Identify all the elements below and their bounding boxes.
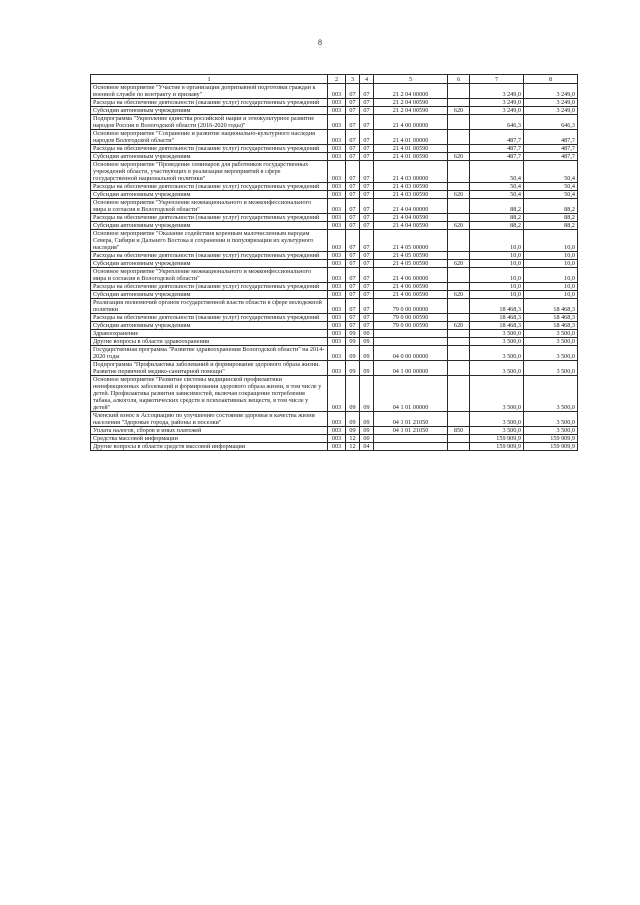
row-amount-1-cell: 88,2 (470, 222, 524, 230)
row-name-cell: Субсидии автономным учреждениям (91, 107, 328, 115)
row-csr-cell: 21 4 06 00000 (374, 268, 448, 283)
row-ved-cell: 003 (328, 191, 346, 199)
row-vr-cell (448, 435, 470, 443)
row-pr-cell: 07 (360, 314, 374, 322)
table-row (91, 183, 578, 191)
header-col-5: 5 (374, 75, 448, 84)
row-vr-cell (448, 161, 470, 183)
row-vr-cell: 620 (448, 191, 470, 199)
row-ved-cell: 003 (328, 115, 346, 130)
row-csr-cell: 21 2 04 00590 (374, 99, 448, 107)
table-row (91, 153, 578, 161)
row-name-cell: Членский взнос в Ассоциацию по улучшению состояния здоровья и качества жизни населения "Здоровые города, районы и поселки" (91, 412, 328, 427)
row-pr-cell: 09 (360, 346, 374, 361)
table-row (91, 346, 578, 361)
row-name-cell: Другие вопросы в области здравоохранения (91, 338, 328, 346)
row-vr-cell (448, 268, 470, 283)
row-vr-cell (448, 183, 470, 191)
row-name-cell: Субсидии автономным учреждениям (91, 322, 328, 330)
table-row (91, 222, 578, 230)
row-vr-cell: 620 (448, 322, 470, 330)
row-name-cell: Расходы на обеспечение деятельности (оказание услуг) государственных учреждений (91, 214, 328, 222)
row-name-cell: Расходы на обеспечение деятельности (оказание услуг) государственных учреждений (91, 252, 328, 260)
row-vr-cell: 620 (448, 260, 470, 268)
table-row (91, 161, 578, 183)
row-ved-cell: 003 (328, 346, 346, 361)
row-amount-2-cell: 646,3 (524, 115, 578, 130)
row-pr-cell: 07 (360, 99, 374, 107)
row-name-cell: Субсидии автономным учреждениям (91, 291, 328, 299)
row-amount-2-cell: 3 500,0 (524, 427, 578, 435)
row-amount-2-cell: 487,7 (524, 145, 578, 153)
row-csr-cell: 21 4 03 00590 (374, 183, 448, 191)
row-amount-1-cell: 487,7 (470, 153, 524, 161)
row-ved-cell: 003 (328, 252, 346, 260)
table-row (91, 191, 578, 199)
row-vr-cell: 620 (448, 153, 470, 161)
row-ved-cell: 003 (328, 299, 346, 314)
row-pr-cell: 07 (360, 107, 374, 115)
row-amount-2-cell: 487,7 (524, 153, 578, 161)
row-rz-cell: 07 (346, 107, 360, 115)
row-pr-cell: 07 (360, 222, 374, 230)
row-amount-1-cell: 50,4 (470, 161, 524, 183)
row-name-cell: Субсидии автономным учреждениям (91, 153, 328, 161)
row-amount-2-cell: 10,0 (524, 230, 578, 252)
row-ved-cell: 003 (328, 443, 346, 451)
row-amount-1-cell: 10,0 (470, 283, 524, 291)
row-amount-2-cell: 3 249,0 (524, 107, 578, 115)
row-pr-cell: 07 (360, 283, 374, 291)
row-amount-1-cell: 3 249,0 (470, 84, 524, 99)
row-ved-cell: 003 (328, 427, 346, 435)
table-row (91, 338, 578, 346)
row-rz-cell: 07 (346, 84, 360, 99)
row-vr-cell (448, 199, 470, 214)
row-csr-cell: 79 0 00 00000 (374, 299, 448, 314)
row-csr-cell: 21 4 05 00590 (374, 252, 448, 260)
row-csr-cell: 21 4 06 00590 (374, 283, 448, 291)
row-ved-cell: 003 (328, 153, 346, 161)
row-amount-2-cell: 10,0 (524, 291, 578, 299)
row-amount-1-cell: 159 909,9 (470, 435, 524, 443)
row-rz-cell: 07 (346, 199, 360, 214)
table-row (91, 435, 578, 443)
header-col-2: 2 (328, 75, 346, 84)
row-amount-2-cell: 487,7 (524, 130, 578, 145)
row-amount-2-cell: 3 249,0 (524, 84, 578, 99)
row-amount-1-cell: 646,3 (470, 115, 524, 130)
row-vr-cell (448, 330, 470, 338)
header-col-1: 1 (91, 75, 328, 84)
row-rz-cell: 07 (346, 252, 360, 260)
table-row (91, 115, 578, 130)
row-csr-cell: 79 0 00 00590 (374, 314, 448, 322)
table-row (91, 145, 578, 153)
row-rz-cell: 07 (346, 145, 360, 153)
row-name-cell: Основное мероприятие "Укрепление межнационального и межконфессионального мира и согласия в Вологодской области" (91, 199, 328, 214)
row-pr-cell: 07 (360, 145, 374, 153)
row-vr-cell: 850 (448, 427, 470, 435)
table-row (91, 268, 578, 283)
row-rz-cell: 09 (346, 346, 360, 361)
row-amount-2-cell: 10,0 (524, 260, 578, 268)
row-vr-cell: 620 (448, 107, 470, 115)
row-ved-cell: 003 (328, 268, 346, 283)
row-csr-cell: 79 0 00 00590 (374, 322, 448, 330)
row-amount-2-cell: 10,0 (524, 283, 578, 291)
table-row (91, 84, 578, 99)
row-amount-2-cell: 3 500,0 (524, 330, 578, 338)
header-col-6: 6 (448, 75, 470, 84)
row-csr-cell: 21 4 00 00000 (374, 115, 448, 130)
row-amount-2-cell: 10,0 (524, 252, 578, 260)
row-amount-1-cell: 3 249,0 (470, 99, 524, 107)
row-amount-1-cell: 3 500,0 (470, 330, 524, 338)
row-pr-cell: 07 (360, 199, 374, 214)
row-amount-1-cell: 18 468,3 (470, 299, 524, 314)
row-amount-1-cell: 50,4 (470, 191, 524, 199)
row-vr-cell: 620 (448, 222, 470, 230)
row-name-cell: Субсидии автономным учреждениям (91, 222, 328, 230)
page-number: 8 (318, 38, 322, 47)
row-ved-cell: 003 (328, 107, 346, 115)
row-amount-1-cell: 3 500,0 (470, 338, 524, 346)
row-pr-cell: 00 (360, 330, 374, 338)
table-row (91, 314, 578, 322)
row-rz-cell: 07 (346, 314, 360, 322)
row-vr-cell (448, 145, 470, 153)
row-rz-cell: 07 (346, 130, 360, 145)
row-amount-1-cell: 3 500,0 (470, 376, 524, 412)
row-amount-1-cell: 88,2 (470, 214, 524, 222)
row-pr-cell: 07 (360, 252, 374, 260)
header-row (91, 75, 578, 84)
row-pr-cell: 07 (360, 322, 374, 330)
row-rz-cell: 07 (346, 299, 360, 314)
row-csr-cell: 21 2 04 00590 (374, 107, 448, 115)
row-rz-cell: 07 (346, 322, 360, 330)
row-amount-1-cell: 3 500,0 (470, 412, 524, 427)
row-amount-1-cell: 3 500,0 (470, 346, 524, 361)
row-pr-cell: 07 (360, 299, 374, 314)
row-name-cell: Основное мероприятие "Укрепление межнационального и межконфессионального мира и согласия в Вологодской области" (91, 268, 328, 283)
row-amount-2-cell: 18 468,3 (524, 314, 578, 322)
row-amount-1-cell: 10,0 (470, 291, 524, 299)
row-pr-cell: 09 (360, 412, 374, 427)
row-csr-cell: 21 4 01 00590 (374, 153, 448, 161)
row-rz-cell: 07 (346, 183, 360, 191)
row-name-cell: Субсидии автономным учреждениям (91, 260, 328, 268)
row-csr-cell (374, 330, 448, 338)
row-rz-cell: 09 (346, 427, 360, 435)
row-name-cell: Реализация полномочий органов государственной власти области в сфере молодежной политики (91, 299, 328, 314)
row-amount-1-cell: 10,0 (470, 260, 524, 268)
row-rz-cell: 12 (346, 435, 360, 443)
row-rz-cell: 09 (346, 376, 360, 412)
row-vr-cell (448, 84, 470, 99)
row-vr-cell (448, 283, 470, 291)
table-row (91, 230, 578, 252)
row-amount-2-cell: 3 500,0 (524, 376, 578, 412)
row-ved-cell: 003 (328, 330, 346, 338)
row-csr-cell: 21 4 06 00590 (374, 291, 448, 299)
row-rz-cell: 07 (346, 291, 360, 299)
row-amount-1-cell: 3 249,0 (470, 107, 524, 115)
row-vr-cell (448, 230, 470, 252)
row-ved-cell: 003 (328, 291, 346, 299)
row-amount-1-cell: 18 468,3 (470, 322, 524, 330)
row-pr-cell: 07 (360, 230, 374, 252)
row-ved-cell: 003 (328, 130, 346, 145)
row-rz-cell: 07 (346, 268, 360, 283)
row-amount-2-cell: 10,0 (524, 268, 578, 283)
row-pr-cell: 07 (360, 84, 374, 99)
row-ved-cell: 003 (328, 338, 346, 346)
row-rz-cell: 09 (346, 338, 360, 346)
row-csr-cell: 21 4 05 00590 (374, 260, 448, 268)
row-amount-2-cell: 159 909,9 (524, 443, 578, 451)
table-row (91, 330, 578, 338)
row-vr-cell (448, 314, 470, 322)
row-rz-cell: 07 (346, 283, 360, 291)
row-vr-cell: 620 (448, 291, 470, 299)
row-amount-2-cell: 18 468,3 (524, 322, 578, 330)
row-name-cell: Основное мероприятие "Участие в организации допризывной подготовки граждан к военной службе по контракту и призыву" (91, 84, 328, 99)
row-name-cell: Другие вопросы в области средств массовой информации (91, 443, 328, 451)
header-col-3: 3 (346, 75, 360, 84)
row-pr-cell: 09 (360, 361, 374, 376)
row-csr-cell: 04 0 00 00000 (374, 346, 448, 361)
row-rz-cell: 07 (346, 230, 360, 252)
row-amount-1-cell: 10,0 (470, 252, 524, 260)
row-amount-2-cell: 3 249,0 (524, 99, 578, 107)
row-rz-cell: 07 (346, 214, 360, 222)
row-amount-1-cell: 50,4 (470, 183, 524, 191)
row-amount-2-cell: 3 500,0 (524, 361, 578, 376)
row-ved-cell: 003 (328, 376, 346, 412)
row-name-cell: Подпрограмма "Укрепление единства российской нации и этнокультурное развитие народов России в Вологодской области (2016-2020 годы)" (91, 115, 328, 130)
table-row (91, 283, 578, 291)
row-pr-cell: 07 (360, 161, 374, 183)
table-row (91, 130, 578, 145)
table-row (91, 412, 578, 427)
header-col-7: 7 (470, 75, 524, 84)
row-ved-cell: 003 (328, 222, 346, 230)
row-rz-cell: 07 (346, 222, 360, 230)
row-amount-2-cell: 50,4 (524, 191, 578, 199)
table-row (91, 214, 578, 222)
row-amount-1-cell: 10,0 (470, 230, 524, 252)
row-pr-cell: 07 (360, 291, 374, 299)
row-vr-cell (448, 346, 470, 361)
row-amount-2-cell: 18 468,3 (524, 299, 578, 314)
row-pr-cell: 07 (360, 191, 374, 199)
row-amount-1-cell: 3 500,0 (470, 427, 524, 435)
row-amount-2-cell: 88,2 (524, 222, 578, 230)
table-row (91, 322, 578, 330)
row-rz-cell: 09 (346, 412, 360, 427)
row-csr-cell: 21 4 03 00000 (374, 161, 448, 183)
row-amount-2-cell: 159 909,9 (524, 435, 578, 443)
row-name-cell: Расходы на обеспечение деятельности (оказание услуг) государственных учреждений (91, 283, 328, 291)
row-name-cell: Средства массовой информации (91, 435, 328, 443)
row-rz-cell: 07 (346, 161, 360, 183)
row-pr-cell: 07 (360, 153, 374, 161)
row-vr-cell (448, 361, 470, 376)
row-rz-cell: 07 (346, 191, 360, 199)
row-pr-cell: 09 (360, 376, 374, 412)
row-ved-cell: 003 (328, 283, 346, 291)
row-vr-cell (448, 299, 470, 314)
table-row (91, 99, 578, 107)
row-name-cell: Здравоохранение (91, 330, 328, 338)
table-row (91, 252, 578, 260)
row-ved-cell: 003 (328, 314, 346, 322)
row-csr-cell (374, 443, 448, 451)
row-csr-cell: 21 4 04 00000 (374, 199, 448, 214)
row-ved-cell: 003 (328, 183, 346, 191)
table-row (91, 291, 578, 299)
header-col-4: 4 (360, 75, 374, 84)
row-name-cell: Государственная программа "Развитие здравоохранения Вологодской области" на 2014-2020 годы (91, 346, 328, 361)
row-csr-cell: 04 1 00 00000 (374, 361, 448, 376)
row-pr-cell: 00 (360, 435, 374, 443)
row-name-cell: Основное мероприятие "Развитие системы медицинской профилактики неинфекционных заболеваний и формирования здорового образа жизни, в том числе у детей. Профилактика развития зависимостей, включая сокращение потребления табака, алкоголя, наркотических средств и психоактивных веществ, в том числе у детей" (91, 376, 328, 412)
row-pr-cell: 09 (360, 427, 374, 435)
row-vr-cell (448, 130, 470, 145)
row-ved-cell: 003 (328, 99, 346, 107)
row-vr-cell (448, 99, 470, 107)
row-csr-cell: 21 4 04 00590 (374, 214, 448, 222)
row-pr-cell: 04 (360, 443, 374, 451)
table-row (91, 199, 578, 214)
row-amount-1-cell: 18 468,3 (470, 314, 524, 322)
row-csr-cell (374, 435, 448, 443)
row-pr-cell: 07 (360, 115, 374, 130)
row-amount-1-cell: 88,2 (470, 199, 524, 214)
row-pr-cell: 09 (360, 338, 374, 346)
row-amount-2-cell: 3 500,0 (524, 412, 578, 427)
row-ved-cell: 003 (328, 412, 346, 427)
row-ved-cell: 003 (328, 84, 346, 99)
table-row (91, 260, 578, 268)
row-ved-cell: 003 (328, 361, 346, 376)
table-body (91, 84, 578, 451)
row-amount-2-cell: 3 500,0 (524, 346, 578, 361)
row-ved-cell: 003 (328, 230, 346, 252)
row-vr-cell (448, 443, 470, 451)
row-rz-cell: 07 (346, 153, 360, 161)
table-row (91, 443, 578, 451)
row-name-cell: Основное мероприятие "Проведение семинаров для работников государственных учреждений области, участвующих в реализации мероприятий в сфере государственной национальной политики" (91, 161, 328, 183)
row-amount-1-cell: 487,7 (470, 130, 524, 145)
row-amount-2-cell: 88,2 (524, 199, 578, 214)
row-vr-cell (448, 115, 470, 130)
row-rz-cell: 07 (346, 115, 360, 130)
row-rz-cell: 09 (346, 330, 360, 338)
row-amount-1-cell: 159 909,9 (470, 443, 524, 451)
row-rz-cell: 12 (346, 443, 360, 451)
row-vr-cell (448, 376, 470, 412)
row-vr-cell (448, 412, 470, 427)
row-amount-2-cell: 3 500,0 (524, 338, 578, 346)
row-name-cell: Расходы на обеспечение деятельности (оказание услуг) государственных учреждений (91, 314, 328, 322)
row-ved-cell: 003 (328, 214, 346, 222)
row-amount-2-cell: 88,2 (524, 214, 578, 222)
row-csr-cell: 21 2 04 00000 (374, 84, 448, 99)
row-rz-cell: 09 (346, 361, 360, 376)
table-row (91, 107, 578, 115)
row-name-cell: Расходы на обеспечение деятельности (оказание услуг) государственных учреждений (91, 183, 328, 191)
row-name-cell: Основное мероприятие "Оказание содействия коренным малочисленным народам Севера, Сибири и Дальнего Востока в сохранении и популяризации их культурного наследия" (91, 230, 328, 252)
row-name-cell: Субсидии автономным учреждениям (91, 191, 328, 199)
row-name-cell: Основное мероприятие "Сохранение и развитие национально-культурного наследия народов Вологодской области" (91, 130, 328, 145)
row-csr-cell: 21 4 01 00000 (374, 130, 448, 145)
row-vr-cell (448, 252, 470, 260)
row-name-cell: Уплата налогов, сборов и иных платежей (91, 427, 328, 435)
row-pr-cell: 07 (360, 130, 374, 145)
budget-table (90, 74, 578, 451)
header-col-8: 8 (524, 75, 578, 84)
row-csr-cell: 04 1 01 21050 (374, 427, 448, 435)
row-ved-cell: 003 (328, 435, 346, 443)
row-csr-cell: 21 4 01 00590 (374, 145, 448, 153)
row-ved-cell: 003 (328, 322, 346, 330)
row-csr-cell: 21 4 05 00000 (374, 230, 448, 252)
row-csr-cell: 04 1 01 21050 (374, 412, 448, 427)
row-name-cell: Расходы на обеспечение деятельности (оказание услуг) государственных учреждений (91, 99, 328, 107)
row-pr-cell: 07 (360, 183, 374, 191)
row-pr-cell: 07 (360, 260, 374, 268)
row-rz-cell: 07 (346, 260, 360, 268)
row-vr-cell (448, 338, 470, 346)
row-rz-cell: 07 (346, 99, 360, 107)
row-amount-1-cell: 487,7 (470, 145, 524, 153)
row-amount-1-cell: 10,0 (470, 268, 524, 283)
row-csr-cell: 04 1 01 00000 (374, 376, 448, 412)
row-name-cell: Расходы на обеспечение деятельности (оказание услуг) государственных учреждений (91, 145, 328, 153)
row-csr-cell (374, 338, 448, 346)
table-row (91, 427, 578, 435)
row-pr-cell: 07 (360, 214, 374, 222)
row-amount-2-cell: 50,4 (524, 183, 578, 191)
row-csr-cell: 21 4 03 00590 (374, 191, 448, 199)
row-csr-cell: 21 4 04 00590 (374, 222, 448, 230)
row-pr-cell: 07 (360, 268, 374, 283)
row-ved-cell: 003 (328, 161, 346, 183)
row-ved-cell: 003 (328, 199, 346, 214)
row-amount-1-cell: 3 500,0 (470, 361, 524, 376)
row-ved-cell: 003 (328, 260, 346, 268)
row-name-cell: Подпрограмма "Профилактика заболеваний и формирование здорового образа жизни. Развитие первичной медико-санитарной помощи" (91, 361, 328, 376)
row-ved-cell: 003 (328, 145, 346, 153)
table-row (91, 376, 578, 412)
row-amount-2-cell: 50,4 (524, 161, 578, 183)
table-row (91, 299, 578, 314)
table-row (91, 361, 578, 376)
row-vr-cell (448, 214, 470, 222)
